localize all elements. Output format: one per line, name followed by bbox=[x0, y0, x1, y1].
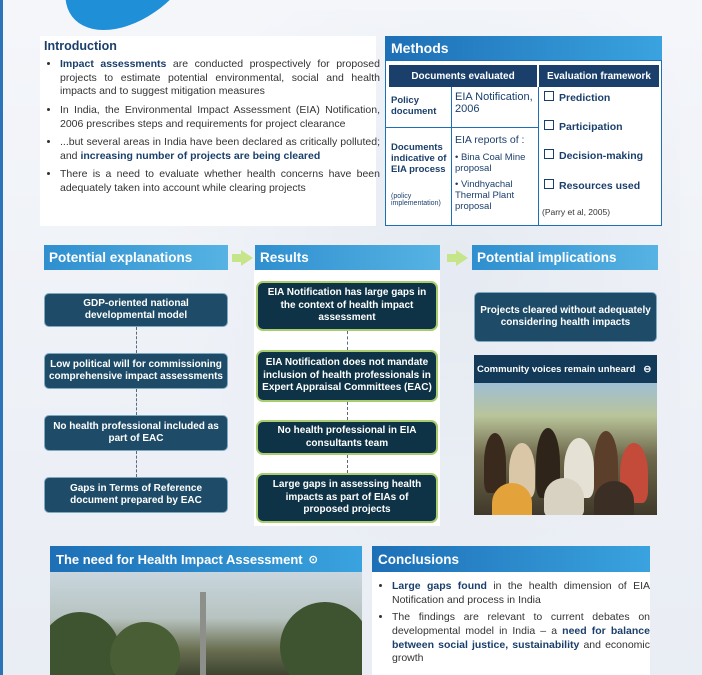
text: There is a need to evaluate whether health concerns have been adequately taken into account while clearing projects bbox=[60, 168, 380, 195]
bold-text: Large gaps found bbox=[392, 580, 487, 592]
tree bbox=[50, 612, 120, 675]
text: and economic growth bbox=[392, 638, 651, 665]
row-value-item: • Bina Coal Mine proposal bbox=[455, 152, 526, 174]
connector bbox=[136, 451, 137, 477]
connector bbox=[347, 455, 348, 473]
figure bbox=[544, 478, 584, 515]
implication-node: Projects cleared without adequately considering health impacts bbox=[474, 292, 657, 342]
checkbox-icon bbox=[544, 91, 554, 101]
checkbox-icon bbox=[544, 149, 554, 159]
row-label-policy: Policy document bbox=[391, 95, 437, 117]
list-item bbox=[60, 58, 380, 99]
caption-text: Community voices remain unheard bbox=[477, 363, 636, 375]
bold-text: increasing number of projects are being cleared bbox=[80, 149, 321, 162]
left-rule bbox=[0, 0, 3, 675]
hia-title: The need for Health Impact Assessment bbox=[56, 551, 303, 567]
arrow-icon bbox=[241, 250, 253, 266]
circle-icon: ⊖ bbox=[643, 363, 652, 375]
result-node: EIA Notification has large gaps in the context of health impact assessment bbox=[256, 281, 438, 331]
tree bbox=[110, 622, 180, 675]
result-node: Large gaps in assessing health impacts as part of EIAs of proposed projects bbox=[256, 473, 438, 523]
results-header: Results bbox=[255, 245, 440, 270]
methods-table bbox=[385, 60, 662, 226]
framework-label: Decision-making bbox=[559, 150, 644, 162]
text: are conducted prospectively for proposed projects to estimate potential environmental, social and health impacts and to suggest mitigation measures bbox=[60, 58, 380, 98]
bold-text: need for balance between social justice, sustainability bbox=[392, 624, 650, 651]
divider bbox=[386, 127, 538, 128]
text: In India, the Environmental Impact Assessment (EIA) Notification, 2006 prescribes steps and requirements for project clearance bbox=[60, 103, 380, 130]
connector bbox=[136, 389, 137, 415]
circle-icon: ⊙ bbox=[308, 553, 318, 566]
implications-header: Potential implications bbox=[472, 245, 658, 270]
methods-header: Methods bbox=[385, 36, 662, 60]
list-item bbox=[60, 104, 380, 131]
checkbox-icon bbox=[544, 120, 554, 130]
list-item bbox=[60, 168, 380, 195]
row-value-process-title: EIA reports of : bbox=[455, 134, 525, 146]
text: ...but several areas in India have been declared as critically polluted; and bbox=[60, 136, 380, 162]
connector bbox=[136, 327, 137, 353]
smokestack-photo bbox=[50, 572, 362, 675]
explanation-node: GDP-oriented national developmental model bbox=[44, 293, 228, 327]
photo-caption bbox=[474, 355, 657, 383]
arrow-icon bbox=[456, 250, 468, 266]
explanation-node: Gaps in Terms of Reference document prepared by EAC bbox=[44, 477, 228, 513]
introduction-list bbox=[46, 58, 380, 201]
conclusions-header: Conclusions bbox=[372, 546, 650, 572]
connector bbox=[347, 402, 348, 420]
list-item bbox=[392, 611, 650, 666]
bold-text: Impact assessments bbox=[60, 58, 167, 70]
framework-item bbox=[544, 120, 623, 133]
text: in the health dimension of EIA Notification and process in India bbox=[392, 580, 651, 606]
figure bbox=[492, 483, 532, 515]
row-value-policy: EIA Notification, 2006 bbox=[455, 91, 533, 115]
list-item bbox=[392, 580, 650, 607]
conclusions-list bbox=[378, 580, 650, 670]
result-node: EIA Notification does not mandate inclusion of health professionals in Expert Appraisal Committees (EAC) bbox=[256, 350, 438, 402]
framework-item bbox=[544, 149, 643, 162]
explanations-header: Potential explanations bbox=[44, 245, 228, 270]
col-header-framework: Evaluation framework bbox=[539, 65, 659, 87]
citation: (Parry et al, 2005) bbox=[542, 207, 611, 217]
explanation-node: No health professional included as part of EAC bbox=[44, 415, 228, 451]
community-photo bbox=[474, 355, 657, 515]
framework-label: Participation bbox=[559, 121, 623, 133]
list-item bbox=[60, 136, 380, 163]
introduction-title: Introduction bbox=[44, 39, 117, 53]
conclusions-panel bbox=[372, 572, 650, 675]
hia-header bbox=[50, 546, 362, 572]
explanation-node: Low political will for commissioning comprehensive impact assessments bbox=[44, 353, 228, 389]
crowd-image bbox=[474, 383, 657, 515]
tree bbox=[280, 602, 362, 675]
col-header-documents: Documents evaluated bbox=[389, 65, 537, 87]
row-sublabel-process: (policy implementation) bbox=[391, 193, 441, 207]
framework-label: Prediction bbox=[559, 92, 611, 104]
framework-label: Resources used bbox=[559, 180, 641, 192]
framework-item bbox=[544, 91, 610, 104]
checkbox-icon bbox=[544, 179, 554, 189]
framework-item bbox=[544, 179, 640, 192]
row-label-process: Documents indicative of EIA process bbox=[391, 142, 447, 175]
figure bbox=[594, 481, 634, 515]
text: The findings are relevant to current debates on developmental model in India – a bbox=[392, 611, 650, 637]
result-node: No health professional in EIA consultants team bbox=[256, 420, 438, 455]
smokestack bbox=[200, 592, 206, 675]
row-value-item: • Vindhyachal Thermal Plant proposal bbox=[455, 179, 515, 212]
connector bbox=[347, 331, 348, 350]
introduction-panel bbox=[40, 36, 380, 226]
